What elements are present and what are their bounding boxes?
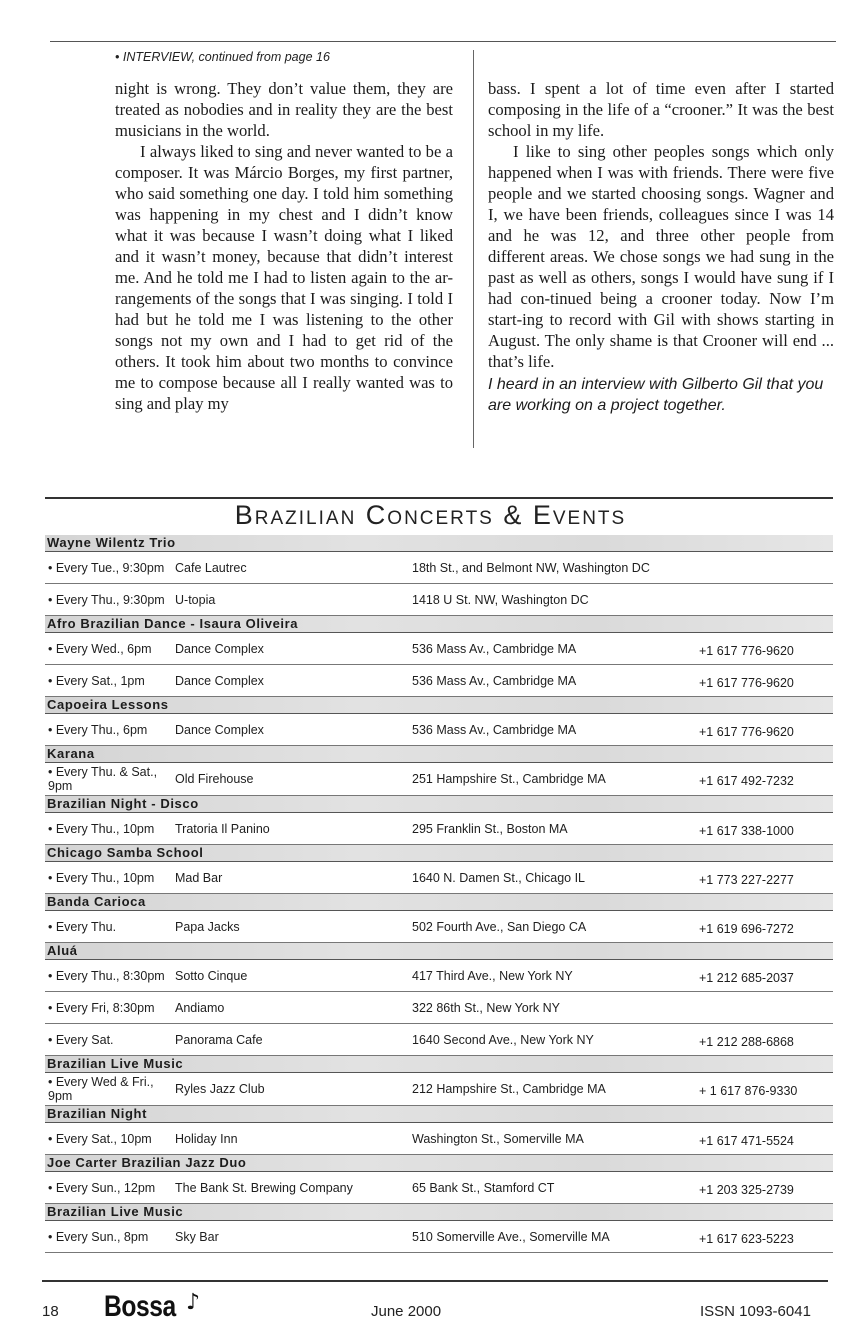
event-when: • Every Thu., 6pm: [48, 723, 148, 737]
event-phone: +1 619 696-7272: [699, 922, 794, 936]
event-phone: + 1 617 876-9330: [699, 1084, 798, 1098]
event-row: [45, 1073, 833, 1106]
event-when: • Every Thu., 10pm: [48, 871, 155, 885]
event-address: 295 Franklin St., Boston MA: [412, 822, 568, 836]
event-address: 65 Bank St., Stamford CT: [412, 1181, 555, 1195]
event-address: 1418 U St. NW, Washington DC: [412, 593, 589, 607]
event-row: [45, 552, 833, 584]
event-venue: Old Firehouse: [175, 772, 254, 786]
event-group-header: Brazilian Night: [45, 1106, 833, 1123]
issue-date: June 2000: [371, 1303, 442, 1320]
event-venue: Cafe Lautrec: [175, 561, 247, 575]
event-when: • Every Sat., 10pm: [48, 1132, 152, 1146]
event-address: 251 Hampshire St., Cambridge MA: [412, 772, 606, 786]
event-address: 510 Somerville Ave., Somerville MA: [412, 1230, 610, 1244]
article-paragraph: night is wrong. They don’t value them, they are treated as nobodies and in reality they are the best musicians in the world.: [115, 79, 453, 140]
event-row: [45, 763, 833, 796]
events-list: [45, 535, 833, 1253]
event-venue: Ryles Jazz Club: [175, 1082, 265, 1096]
event-when: • Every Thu. & Sat., 9pm: [48, 765, 158, 793]
event-row: [45, 584, 833, 616]
event-row: [45, 1172, 833, 1204]
event-address: Washington St., Somerville MA: [412, 1132, 584, 1146]
event-group-header: Aluá: [45, 943, 833, 960]
interview-question: I heard in an interview with Gilberto Gil that you are working on a project together.: [488, 376, 824, 414]
event-row: [45, 665, 833, 697]
event-phone: +1 203 325-2739: [699, 1183, 794, 1197]
event-address: 18th St., and Belmont NW, Washington DC: [412, 561, 650, 575]
article-paragraph: I like to sing other peoples songs which only happened when I was with friends. There were five people and we started choosing songs. Wagner and I, we have been friends, colleagues since I was 14 and he was 12, and three other people from different areas. We chose songs we had sung in the past as well as others, songs I would have sung if I had con-tinued being a crooner today. Now I’m start-ing to record with Gil with shows starting in August. The only shame is that Crooner will end ... that’s life.: [488, 142, 834, 371]
event-venue: Dance Complex: [175, 674, 264, 688]
event-phone: +1 212 685-2037: [699, 971, 794, 985]
event-row: [45, 960, 833, 992]
event-address: 536 Mass Av., Cambridge MA: [412, 723, 577, 737]
event-address: 1640 N. Damen St., Chicago IL: [412, 871, 586, 885]
event-venue: U-topia: [175, 593, 216, 607]
event-address: 536 Mass Av., Cambridge MA: [412, 674, 577, 688]
event-venue: The Bank St. Brewing Company: [175, 1181, 353, 1195]
article-column-right: [488, 78, 834, 416]
event-group-header: Capoeira Lessons: [45, 697, 833, 714]
event-venue: Sotto Cinque: [175, 969, 248, 983]
event-group-header: Karana: [45, 746, 833, 763]
event-when: • Every Sun., 12pm: [48, 1181, 156, 1195]
event-address: 417 Third Ave., New York NY: [412, 969, 573, 983]
event-phone: +1 617 776-9620: [699, 725, 794, 739]
event-row: [45, 1221, 833, 1253]
article-paragraph: bass. I spent a lot of time even after I started composing in the life of a “crooner.” It was the best school in my life.: [488, 79, 834, 140]
event-when: • Every Thu.: [48, 920, 117, 934]
event-venue: Dance Complex: [175, 642, 264, 656]
bossa-logo: Bossa: [104, 1290, 176, 1323]
events-title: Brazilian Concerts & Events: [234, 500, 627, 530]
event-address: 212 Hampshire St., Cambridge MA: [412, 1082, 606, 1096]
event-phone: +1 617 338-1000: [699, 824, 794, 838]
event-phone: +1 212 288-6868: [699, 1035, 794, 1049]
event-when: • Every Thu., 9:30pm: [48, 593, 165, 607]
top-rule: [50, 41, 836, 42]
event-address: 322 86th St., New York NY: [412, 1001, 561, 1015]
event-phone: +1 773 227-2277: [699, 873, 794, 887]
event-venue: Sky Bar: [175, 1230, 219, 1244]
event-row: [45, 813, 833, 845]
event-when: • Every Wed & Fri., 9pm: [48, 1075, 154, 1103]
event-venue: Mad Bar: [175, 871, 223, 885]
event-when: • Every Sun., 8pm: [48, 1230, 149, 1244]
article-column-left: [115, 78, 453, 414]
event-group-header: Joe Carter Brazilian Jazz Duo: [45, 1155, 833, 1172]
issn: ISSN 1093-6041: [700, 1303, 811, 1320]
event-when: • Every Fri, 8:30pm: [48, 1001, 155, 1015]
page-number: 18: [42, 1303, 59, 1320]
event-row: [45, 714, 833, 746]
event-address: 536 Mass Av., Cambridge MA: [412, 642, 577, 656]
footer-rule: [42, 1280, 828, 1282]
event-when: • Every Thu., 8:30pm: [48, 969, 165, 983]
events-rule: [45, 497, 833, 499]
music-note-icon: ♪: [186, 1290, 201, 1315]
event-group-header: Brazilian Live Music: [45, 1056, 833, 1073]
event-venue: Dance Complex: [175, 723, 264, 737]
event-address: 502 Fourth Ave., San Diego CA: [412, 920, 587, 934]
event-venue: Andiamo: [175, 1001, 225, 1015]
event-phone: +1 617 623-5223: [699, 1232, 794, 1246]
event-phone: +1 617 776-9620: [699, 676, 794, 690]
event-when: • Every Thu., 10pm: [48, 822, 155, 836]
event-row: [45, 862, 833, 894]
event-row: [45, 1123, 833, 1155]
continued-note: • INTERVIEW, continued from page 16: [115, 50, 330, 64]
column-divider: [473, 50, 474, 448]
event-phone: +1 617 471-5524: [699, 1134, 794, 1148]
event-when: • Every Tue., 9:30pm: [48, 561, 165, 575]
event-venue: Tratoria Il Panino: [175, 822, 270, 836]
event-when: • Every Wed., 6pm: [48, 642, 152, 656]
event-when: • Every Sat.: [48, 1033, 114, 1047]
event-venue: Holiday Inn: [175, 1132, 238, 1146]
event-group-header: Banda Carioca: [45, 894, 833, 911]
event-phone: +1 617 776-9620: [699, 644, 794, 658]
event-row: [45, 992, 833, 1024]
event-venue: Panorama Cafe: [175, 1033, 263, 1047]
event-group-header: Afro Brazilian Dance - Isaura Oliveira: [45, 616, 833, 633]
event-group-header: Brazilian Night - Disco: [45, 796, 833, 813]
event-group-header: Wayne Wilentz Trio: [45, 535, 833, 552]
event-venue: Papa Jacks: [175, 920, 240, 934]
event-row: [45, 633, 833, 665]
event-row: [45, 1024, 833, 1056]
event-address: 1640 Second Ave., New York NY: [412, 1033, 594, 1047]
event-row: [45, 911, 833, 943]
event-phone: +1 617 492-7232: [699, 774, 794, 788]
event-group-header: Brazilian Live Music: [45, 1204, 833, 1221]
event-group-header: Chicago Samba School: [45, 845, 833, 862]
event-when: • Every Sat., 1pm: [48, 674, 145, 688]
article-paragraph: I always liked to sing and never wanted to be a composer. It was Márcio Borges, my first partner, who said something one day. I told him something was happening in my chest and I didn’t know what it was because I wasn’t doing what I liked and it wasn’t money, because that didn’t interest me. And he told me I had to listen again to the ar-rangements of the songs that I was singing. I told I had but he told me I was listening to the other songs not my own and I had to get rid of the others. It took him about two months to convince me to compose because all I really wanted was to sing and play my: [115, 142, 453, 413]
